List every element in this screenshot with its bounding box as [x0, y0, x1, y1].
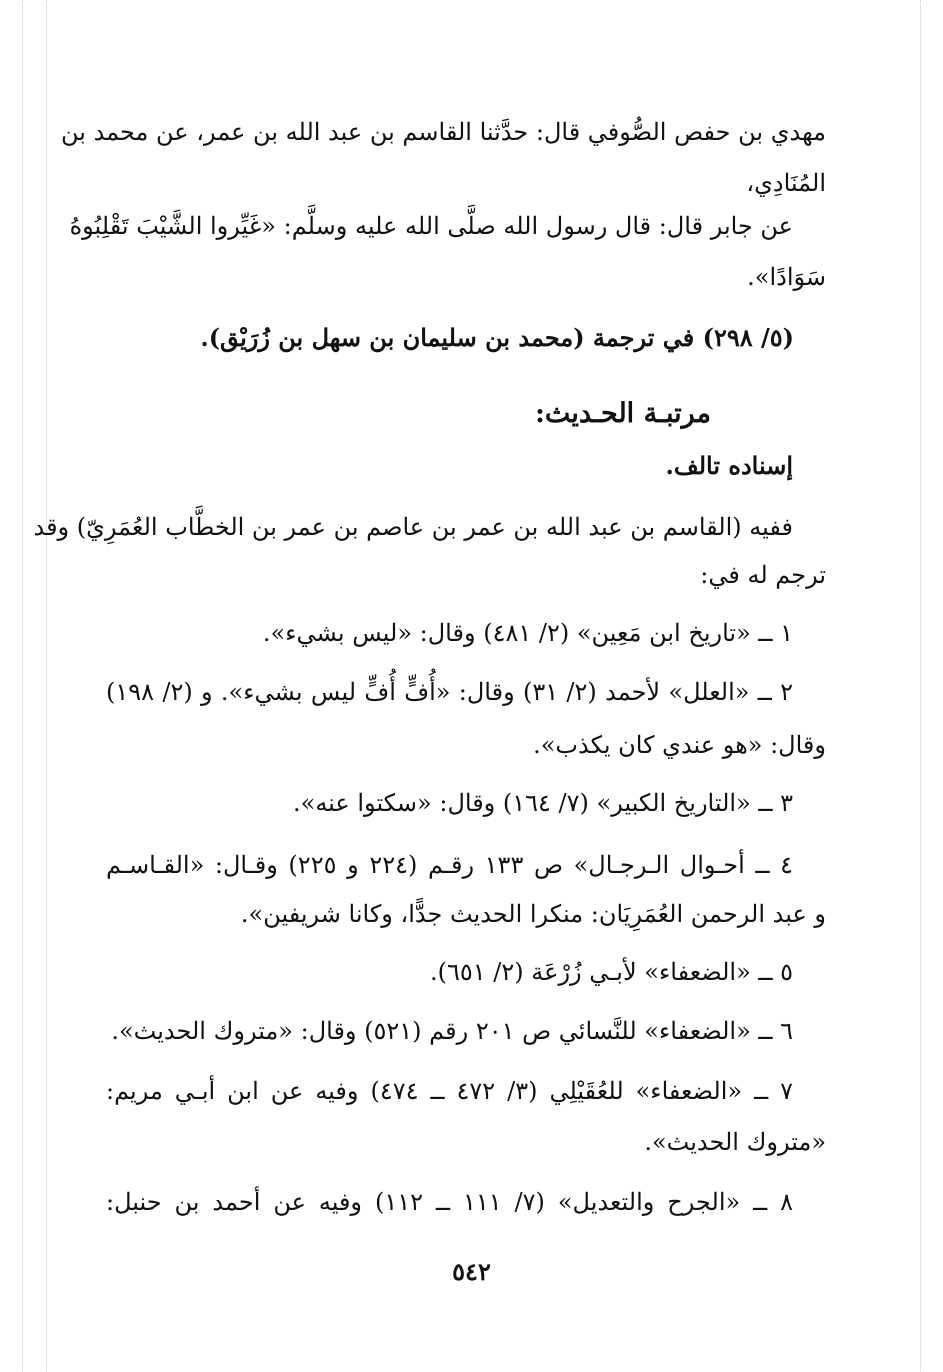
text-line: مهدي بن حفص الصُّوفي قال: حدَّثنا القاسم بن عبد الله بن عمر، عن محمد بن — [61, 118, 826, 146]
text-line: المُنَادِي، — [746, 169, 826, 197]
text-line: ففيه (القاسم بن عبد الله بن عمر بن عاصم بن عمر بن الخطَّاب العُمَرِيّ) وقد — [33, 513, 793, 541]
margin-guide-line — [920, 0, 921, 1372]
margin-guide-line — [46, 0, 47, 1372]
text-line: «متروك الحديث». — [644, 1128, 826, 1156]
text-line: وقال: «هو عندي كان يكذب». — [533, 731, 826, 759]
text-line: و عبد الرحمن العُمَرِيَان: منكرا الحديث جدًّا، وكانا شريفين». — [240, 900, 826, 928]
text-line: (٥/ ٢٩٨) في ترجمة (محمد بن سليمان بن سهل بن زُرَيْق). — [200, 323, 794, 352]
text-line: ٣ ــ «التاريخ الكبير» (٧/ ١٦٤) وقال: «سكتوا عنه». — [293, 789, 793, 817]
text-line: ١ ــ «تاريخ ابن مَعِين» (٢/ ٤٨١) وقال: «ليس بشيء». — [262, 619, 793, 647]
text-line: سَوَادًا». — [747, 263, 826, 291]
page-number: ٥٤٢ — [452, 1257, 491, 1286]
text-line: ٤ ــ أحـوال الـرجـال» ص ١٣٣ رقـم (٢٢٤ و ٢٢٥) وقـال: «القـاسـم — [106, 851, 793, 879]
margin-guide-line — [22, 0, 23, 1372]
text-line: ٢ ــ «العلل» لأحمد (٢/ ٣١) وقال: «أُفٍّ أُفٍّ ليس بشيء». و (٢/ ١٩٨) — [106, 678, 794, 706]
section-heading: مرتبـة الحـديث: — [534, 398, 711, 429]
text-line: إسناده تالف. — [665, 451, 793, 480]
text-line: ٧ ــ «الضعفاء» للعُقَيْلِي (٣/ ٤٧٢ ــ ٤٧٤) وفيه عن ابن أبـي مريم: — [106, 1077, 793, 1105]
text-line: ٨ ــ «الجرح والتعديل» (٧/ ١١١ ــ ١١٢) وفيه عن أحمد بن حنبل: — [106, 1188, 794, 1216]
text-line: ٦ ــ «الضعفاء» للنَّسائي ص ٢٠١ رقم (٥٢١) وقال: «متروك الحديث». — [111, 1017, 793, 1045]
text-line: ترجم له في: — [700, 561, 826, 589]
text-line: ٥ ــ «الضعفاء» لأبـي زُرْعَة (٢/ ٦٥١). — [430, 958, 793, 986]
text-line: عن جابر قال: قال رسول الله صلَّى الله عليه وسلَّم: «غَيِّروا الشَّيْبَ تَقْلِبُوهُ — [69, 212, 793, 240]
